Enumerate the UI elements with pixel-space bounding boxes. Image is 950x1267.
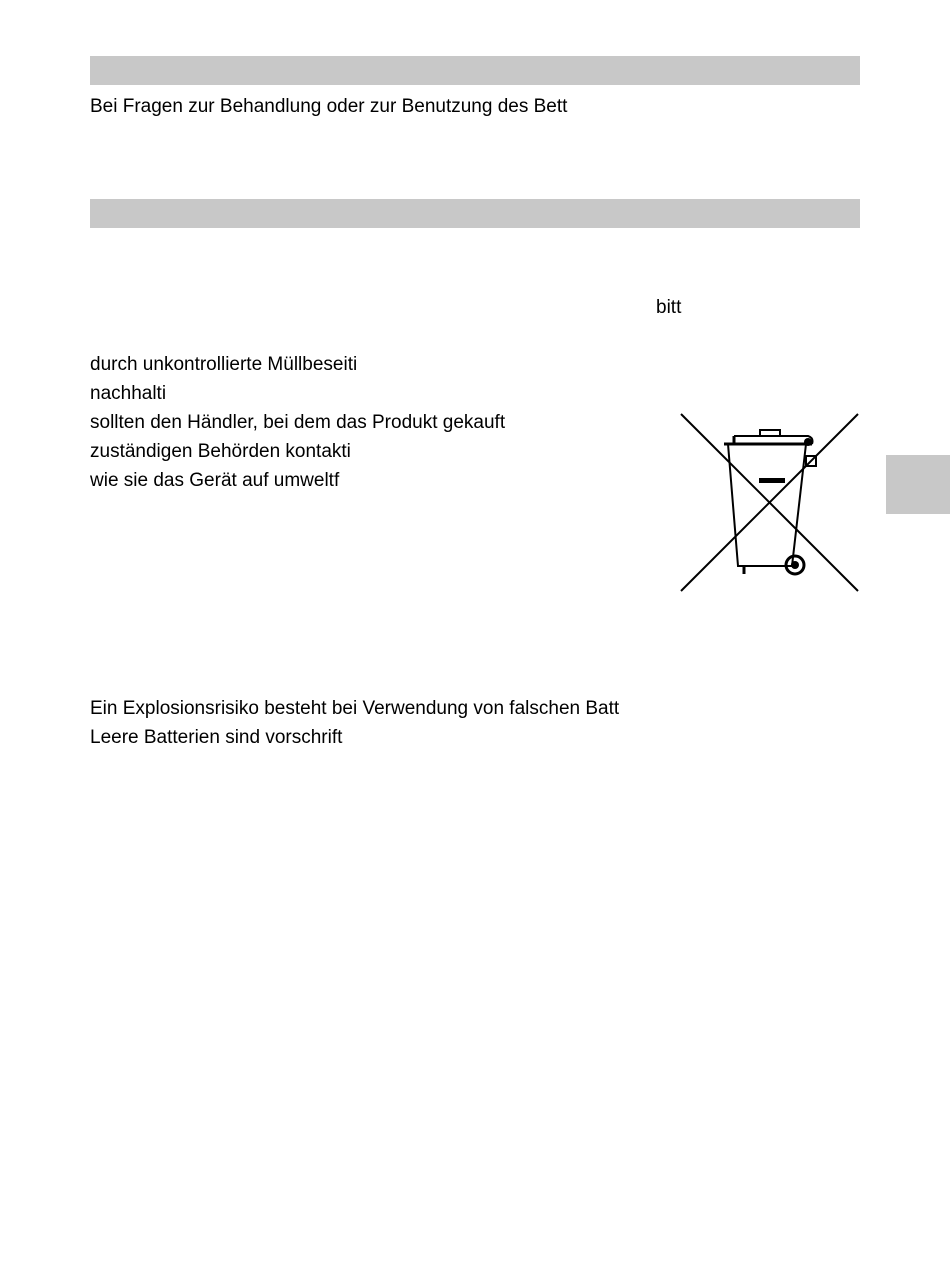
disposal-text (90, 350, 505, 495)
section-header-bar-2 (90, 199, 860, 228)
section-header-bar-1 (90, 56, 860, 85)
disposal-line: zuständigen Behörden kontakti (90, 441, 351, 462)
disposal-line: nachhalti (90, 383, 167, 404)
chapter-tab (886, 455, 950, 514)
disposal-line: sollten den Händler, bei dem das Produkt gekauft (90, 412, 506, 433)
battery-text (90, 694, 619, 752)
contact-text: Bei Fragen zur Behandlung oder zur Benutzung des Bett (90, 96, 568, 117)
disposal-line: wie sie das Gerät auf umweltf (90, 470, 340, 491)
disposal-line: durch unkontrollierte Müllbeseiti (90, 354, 358, 375)
disposal-fragment: bitt (656, 297, 682, 318)
battery-line: Ein Explosionsrisiko besteht bei Verwendung von falschen Batt (90, 698, 620, 719)
crossed-out-wheelie-bin-icon (678, 410, 862, 596)
battery-line: Leere Batterien sind vorschrift (90, 727, 343, 748)
